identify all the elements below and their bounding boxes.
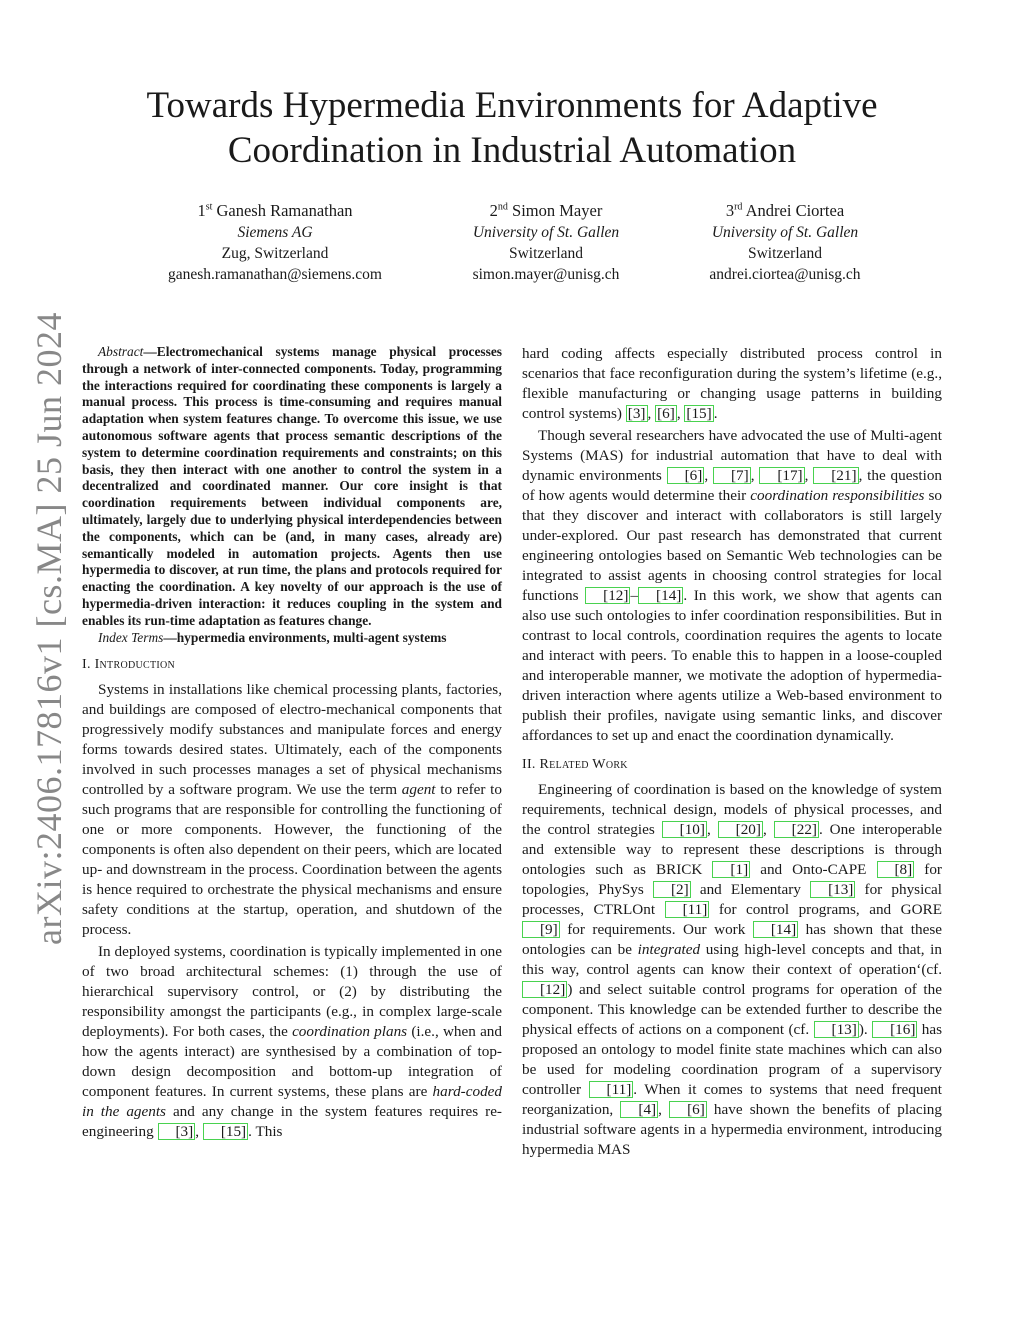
citation-link[interactable]: [9] — [522, 921, 560, 938]
emphasis: coordination plans — [292, 1023, 408, 1041]
text-run: Systems in installations like chemical processing plants, factories, and buildings are composed of electro-mechanical components that progressively modify substances and manipulate forces and energy forms towards desired states. Ultimately, each of the components involved in such processes manages a set of physical mechanisms controlled by a software program. We use the term — [82, 681, 502, 799]
author-ordinal: 3 — [725, 201, 735, 220]
citation-link[interactable]: [14] — [753, 921, 798, 938]
text-run: , — [762, 821, 774, 838]
text-run: – — [630, 587, 639, 604]
text-run: has shown that these ontologies can be — [522, 921, 943, 958]
text-run: . One interoperable and extensible way to represent these descriptions is through ontologies such as BRICK — [522, 821, 943, 878]
text-run: In deployed systems, coordination is typically implemented in one of two broad architectural schemes: (1) through the use of hierarchical supervisory control, or (2) by distributing the responsibility amongst the participants (e.g., in complex large-scale deployments). For both cases, the — [82, 943, 502, 1041]
author-location: Zug, Switzerland — [221, 245, 329, 262]
left-column — [82, 344, 502, 1142]
citation-link[interactable]: [2] — [653, 881, 691, 898]
author-ordinal-suffix: rd — [734, 201, 743, 213]
citation-link[interactable]: [20] — [718, 821, 763, 838]
paragraph-related-work — [522, 780, 942, 1160]
text-run: (i.e., when and how the agents interact) are synthesised by a combination of top-down design decomposition and bottom-up integration of component features. In current systems, these plans are — [82, 1023, 502, 1101]
section-number: II. — [522, 757, 536, 772]
author-1 — [150, 200, 400, 285]
citation-link[interactable]: [12] — [522, 981, 567, 998]
text-run: hard coding affects especially distributed process control in scenarios that face reconfiguration during the system’s lifetime (e.g., flexible manufacturing or changing usage patterns in building control systems) — [522, 345, 942, 422]
index-terms-text: —hypermedia environments, multi-agent systems — [163, 629, 447, 645]
text-run: , — [804, 467, 814, 484]
citation-link[interactable]: [16] — [872, 1021, 917, 1038]
citation-link[interactable]: [22] — [774, 821, 819, 838]
citation-link[interactable]: [11] — [589, 1081, 634, 1098]
citation-link[interactable]: [10] — [662, 821, 707, 838]
citation-link[interactable]: [6] — [669, 1101, 707, 1118]
author-name: Simon Mayer — [512, 201, 603, 220]
citation-link[interactable]: [12] — [585, 587, 630, 604]
section-number: I. — [82, 657, 91, 673]
section-heading-related-work — [522, 756, 942, 774]
author-ordinal-suffix: st — [205, 201, 213, 213]
author-location: Switzerland — [508, 245, 584, 262]
paper-title: Towards Hypermedia Environments for Adaptive Coordination in Industrial Automation — [146, 85, 878, 171]
author-ordinal: 2 — [489, 201, 498, 220]
text-run: Engineering of coordination is based on the knowledge of system requirements, technical design, models of physical processes, and the control strategies — [522, 781, 942, 838]
text-run: . — [713, 405, 718, 422]
text-run: , — [195, 1123, 203, 1141]
author-affiliation: University of St. Gallen — [472, 224, 620, 241]
abstract-label: Abstract — [98, 344, 144, 359]
citation-link[interactable]: [11] — [665, 901, 710, 918]
abstract — [82, 344, 502, 630]
text-run: . In this work, we show that agents can also use such ontologies to infer coordination responsibilities. But in contrast to local controls, coordination requires the agents to locate and interact with peers. To enable this to happen in a loose-coupled and interoperable manner, we motivate the adoption of hypermedia-driven interaction where agents utilize a Web-based environment to publish their profiles, navigate using semantic links, and discover affordances to set up and enact the coordination dynamically. — [522, 587, 943, 744]
text-run: for requirements. Our work — [559, 921, 753, 938]
text-run: ) and select suitable control programs for operation of the component. This knowledge can be extended further to describe the physical effects of actions on a component (cf. — [522, 981, 942, 1038]
text-run: , — [706, 821, 718, 838]
text-run: ). — [858, 1021, 873, 1038]
arxiv-watermark: arXiv:2406.17816v1 [cs.MA] 25 Jun 2024 — [29, 312, 69, 945]
citation-link[interactable]: [1] — [712, 861, 750, 878]
text-run: and any change in the system features requires re-engineering — [82, 1103, 502, 1141]
text-run: to refer to such programs that are responsible for controlling the functioning of one or more components. However, the functioning of the components is often also dependent on their peers, which are located up- and downstream in the process. Coordination between the agents is hence required to orchestrate the physical mechanisms and ensure safety conditions at the startup, operation, and shutdown of the process. — [82, 781, 502, 939]
emphasis: agent — [401, 781, 436, 799]
citation-link[interactable]: [3] — [627, 405, 646, 422]
abstract-text: —Electromechanical systems manage physical processes through a network of inter-connected components. Today, programming the interactions required for coordinating these components is largely a manual process. This process is time-consuming and requires manual adaptation when system features change. To overcome this issue, we use autonomous software agents that process semantic descriptions of the system to determine coordination requirements and constraints; on this basis, they then interact with one another to control the system in a decentralized and coordinated manner. Our core insight is that coordination requirements between individual components are, ultimately, largely due to underlying physical interdependencies between the components, which can be (and, in many cases, already are) semantically modeled in automation projects. Agents then use hypermedia to discover, at run time, the plans and protocols required for enacting the coordination. A key novelty of our approach is the use of hypermedia-driven interaction: it reduces coupling in the system and enables its run-time adaptation as features change. — [82, 344, 502, 628]
author-location: Switzerland — [747, 245, 823, 262]
text-run: , — [647, 405, 656, 422]
author-email[interactable]: ganesh.ramanathan@siemens.com — [168, 266, 382, 283]
text-run: Though several researchers have advocated the use of Multi-agent Systems (MAS) for industrial automation that have to deal with dynamic environments — [522, 427, 942, 484]
author-affiliation: Siemens AG — [237, 224, 313, 241]
citation-link[interactable]: [6] — [657, 405, 675, 422]
text-run: . This — [248, 1123, 283, 1141]
paragraph-continued — [522, 344, 942, 424]
citation-link[interactable]: [13] — [810, 881, 855, 898]
text-run: have shown the benefits of placing industrial software agents in a hypermedia environment, introducing hypermedia MAS — [522, 1101, 942, 1158]
author-name: Ganesh Ramanathan — [216, 201, 353, 220]
index-terms — [82, 630, 502, 647]
text-run: for physical processes, CTRLOnt — [522, 881, 942, 918]
text-run: using high-level concepts and that, in this way, control agents can know their context of operation‘(cf. — [522, 941, 942, 978]
author-3 — [675, 200, 895, 285]
citation-link[interactable]: [7] — [713, 467, 751, 484]
paragraph-intro-1 — [82, 680, 502, 940]
section-title: Introduction — [94, 657, 176, 673]
emphasis: integrated — [637, 941, 701, 958]
emphasis: coordination responsibilities — [750, 487, 925, 504]
author-email[interactable]: simon.mayer@unisg.ch — [472, 266, 620, 283]
author-name: Andrei Ciortea — [745, 201, 845, 220]
author-ordinal: 1 — [197, 201, 206, 220]
section-title: Related Work — [539, 757, 628, 772]
text-run: , the question of how agents would determine their — [522, 467, 943, 504]
citation-link[interactable]: [4] — [620, 1101, 658, 1118]
text-run: , — [704, 467, 713, 484]
paragraph-intro-2 — [82, 942, 502, 1142]
text-run: , — [750, 467, 760, 484]
author-ordinal-suffix: nd — [497, 201, 508, 213]
citation-link[interactable]: [21] — [813, 467, 858, 484]
right-column — [522, 344, 942, 1160]
citation-link[interactable]: [13] — [814, 1021, 859, 1038]
citation-link[interactable]: [14] — [638, 587, 683, 604]
section-heading-introduction — [82, 656, 502, 674]
text-run: , — [658, 1101, 670, 1118]
author-affiliation: University of St. Gallen — [711, 224, 859, 241]
index-terms-label: Index Terms — [98, 629, 164, 645]
citation-link[interactable]: [17] — [759, 467, 804, 484]
text-run: has proposed an ontology to model finite state machines which can also be used for modeling coordination program of a supervisory controller — [522, 1021, 943, 1098]
text-run: and Onto-CAPE — [750, 861, 877, 878]
citation-link[interactable]: [8] — [877, 861, 915, 878]
text-run: so that they discover and interact with collaborators is still largely under-explored. Our past research has demonstrated that current engineering ontologies based on Semantic Web technologies can be integrated to assist agents in choosing control strategies for local functions — [522, 487, 942, 604]
text-run: and Elementary — [690, 881, 811, 898]
text-run: for topologies, PhySys — [522, 861, 942, 898]
text-run: . When it comes to systems that need frequent reorganization, — [522, 1081, 942, 1118]
paragraph-mas — [522, 426, 942, 746]
author-email[interactable]: andrei.ciortea@unisg.ch — [709, 266, 861, 283]
author-2 — [436, 200, 656, 285]
citation-link[interactable]: [3] — [158, 1123, 196, 1140]
text-run: , — [676, 405, 685, 422]
citation-link[interactable]: [15] — [203, 1123, 248, 1140]
citation-link[interactable]: [6] — [667, 467, 705, 484]
citation-link[interactable]: [15] — [686, 405, 712, 422]
emphasis: hard-coded in the agents — [82, 1083, 502, 1121]
text-run: for control programs, and GORE — [709, 901, 942, 918]
